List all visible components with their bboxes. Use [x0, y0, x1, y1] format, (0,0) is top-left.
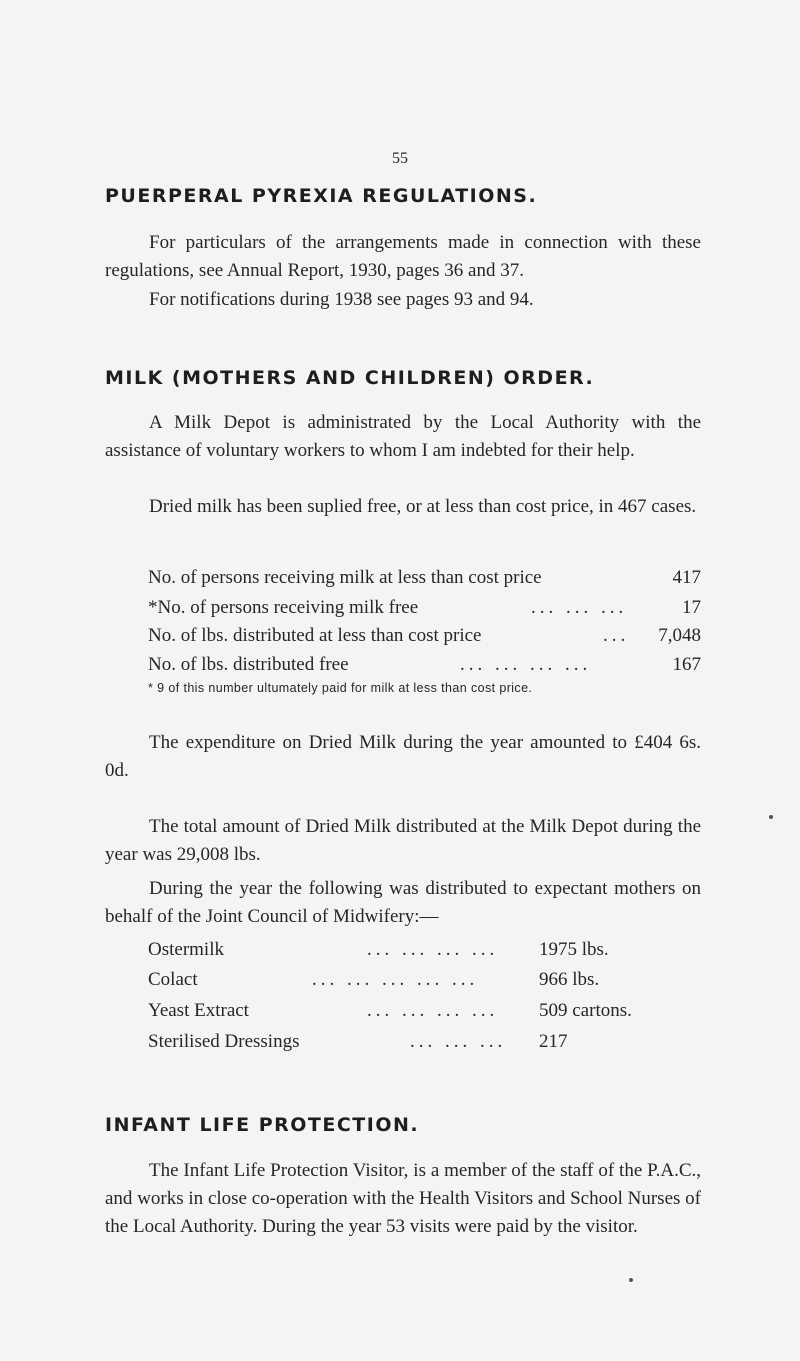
stat-row — [148, 650, 701, 680]
distribution-row — [148, 935, 708, 965]
distribution-label: Colact — [148, 969, 198, 990]
milk-paragraph-2: Dried milk has been suplied free, or at less than cost price, in 467 cases. — [149, 496, 697, 517]
distribution-value: 217 — [539, 1031, 568, 1052]
distribution-label: Sterilised Dressings — [148, 1031, 300, 1052]
distribution-value: 1975 lbs. — [539, 939, 609, 960]
stat-value: 167 — [672, 654, 701, 675]
leader-dots: ... ... ... ... — [460, 654, 592, 675]
stat-row — [148, 593, 701, 623]
distribution-row — [148, 1027, 708, 1057]
milk-paragraph-1: A Milk Depot is administrated by the Local Authority with the assistance of voluntary workers to whom I am indebted for their help. — [105, 412, 701, 461]
milk-paragraph-3: The expenditure on Dried Milk during the year amounted to £404 6s. 0d. — [105, 732, 701, 781]
stat-row — [148, 621, 701, 651]
stat-row — [148, 563, 701, 593]
stat-label: No. of lbs. distributed at less than cost price — [148, 625, 482, 646]
leader-dots: ... ... ... — [410, 1031, 507, 1052]
puerperal-paragraph-1: For particulars of the arrangements made in connection with these regulations, see Annual Report, 1930, pages 36 and 37. — [105, 232, 701, 281]
puerperal-paragraph-2: For notifications during 1938 see pages 93 and 94. — [149, 289, 534, 310]
stat-label: No. of persons receiving milk at less than cost price — [148, 567, 542, 588]
section-heading-puerperal: PUERPERAL PYREXIA REGULATIONS. — [105, 185, 538, 207]
print-speck — [769, 815, 773, 819]
distribution-value: 966 lbs. — [539, 969, 600, 990]
stat-label: *No. of persons receiving milk free — [148, 597, 419, 618]
leader-dots: ... ... ... ... — [367, 1000, 499, 1021]
print-speck — [629, 1278, 633, 1282]
leader-dots: ... — [603, 625, 630, 646]
footnote: * 9 of this number ultumately paid for milk at less than cost price. — [148, 681, 533, 695]
page-number: 55 — [392, 150, 408, 167]
stat-value: 7,048 — [658, 625, 701, 646]
milk-paragraph-4: The total amount of Dried Milk distributed at the Milk Depot during the year was 29,008 lbs. — [105, 816, 701, 865]
leader-dots: ... ... ... ... — [367, 939, 499, 960]
distribution-row — [148, 965, 708, 995]
stat-value: 17 — [682, 597, 701, 618]
infant-paragraph-1: The Infant Life Protection Visitor, is a member of the staff of the P.A.C., and works in close co-operation with the Health Visitors and School Nurses of the Local Authority. During the year 53 visits were paid by the visitor. — [105, 1160, 701, 1237]
section-heading-milk: MILK (MOTHERS AND CHILDREN) ORDER. — [105, 367, 595, 389]
distribution-label: Yeast Extract — [148, 1000, 249, 1021]
stat-label: No. of lbs. distributed free — [148, 654, 349, 675]
milk-paragraph-5: During the year the following was distributed to expectant mothers on behalf of the Joint Council of Midwifery:— — [105, 878, 701, 927]
leader-dots: ... ... ... ... ... — [312, 969, 479, 990]
stat-value: 417 — [672, 567, 701, 588]
leader-dots: ... ... ... — [531, 597, 628, 618]
distribution-value: 509 cartons. — [539, 1000, 632, 1021]
distribution-row — [148, 996, 708, 1026]
distribution-label: Ostermilk — [148, 939, 224, 960]
section-heading-infant: INFANT LIFE PROTECTION. — [105, 1114, 420, 1136]
